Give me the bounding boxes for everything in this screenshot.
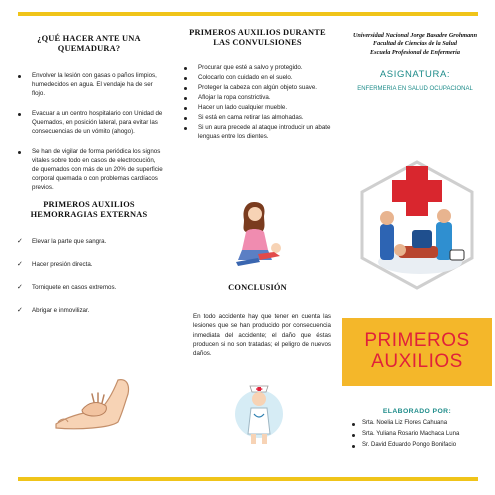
conclusion-title: CONCLUSIÓN bbox=[228, 283, 287, 292]
list-item: Procurar que esté a salvo y protegido. bbox=[180, 64, 335, 73]
conclusion-text: En todo accidente hay que tener en cuenta las lesiones que se han producido por consecuencia inmediata del accidente; el daño que éstas producen si no son tratadas; el peligro de nuevos daños. bbox=[193, 313, 331, 358]
list-item: Aflojar la ropa constrictiva. bbox=[180, 94, 335, 103]
subject-name: ENFERMERIA EN SALUD OCUPACIONAL bbox=[357, 86, 473, 93]
mother-child-illustration-icon bbox=[228, 196, 290, 268]
cover-header bbox=[340, 32, 490, 92]
authors-title: ELABORADO POR: bbox=[382, 408, 452, 415]
subject-label: ASIGNATURA: bbox=[379, 69, 451, 81]
main-title-line2: AUXILIOS bbox=[371, 351, 463, 372]
faculty-name: Facultad de Ciencias de la Salud bbox=[372, 40, 458, 48]
seizure-title: PRIMEROS AUXILIOS DURANTE LAS CONVULSIONES bbox=[189, 28, 326, 48]
list-item: Sr. David Eduardo Pongo Bonifacio bbox=[350, 442, 459, 448]
panel-burns-bleeding bbox=[14, 26, 164, 330]
authors-list bbox=[350, 420, 459, 453]
bleeding-title: PRIMEROS AUXILIOS HEMORRAGIAS EXTERNAS bbox=[30, 199, 148, 220]
list-item: Hacer un lado cualquier mueble. bbox=[180, 104, 335, 113]
list-item: Si está en cama retirar las almohadas. bbox=[180, 114, 335, 123]
seizure-list bbox=[180, 64, 335, 142]
burns-title: ¿QUÉ HACER ANTE UNA QUEMADURA? bbox=[37, 34, 141, 54]
list-item: ✓ Elevar la parte que sangra. bbox=[14, 238, 164, 245]
list-item: Srta. Yuliana Rosario Machaca Luna bbox=[350, 431, 459, 437]
list-item: Evacuar a un centro hospitalario con Unidad de Quemados, en posición lateral, para evitar las consecuencias de un vómito (ahogo). bbox=[14, 110, 164, 137]
panel-seizures-conclusion bbox=[180, 26, 335, 143]
list-item: ✓ Hacer presión directa. bbox=[14, 261, 164, 268]
first-aid-cross-illustration-icon bbox=[350, 150, 485, 300]
nurse-illustration-icon bbox=[234, 378, 284, 448]
burns-list bbox=[14, 72, 164, 193]
list-item: Proteger la cabeza con algún objeto suave. bbox=[180, 84, 335, 93]
list-item: Colocarlo con cuidado en el suelo. bbox=[180, 74, 335, 83]
school-name: Escuela Profesional de Enfermería bbox=[370, 48, 460, 56]
list-item: Se han de vigilar de forma periódica los signos vitales sobre todo en casos de electrocución, de quemados con más de un 20% de superficie corporal quemada o con problemas cardíacos previos. bbox=[14, 148, 164, 193]
list-item: Si un aura precede al ataque introducir un abate lenguas entre los dientes. bbox=[180, 124, 335, 142]
top-accent-bar bbox=[18, 12, 478, 16]
list-item: ✓ Torniquete en casos extremos. bbox=[14, 284, 164, 291]
main-title-line1: PRIMEROS bbox=[364, 330, 470, 352]
foot-illustration-icon bbox=[48, 372, 140, 434]
bleeding-list bbox=[14, 238, 164, 314]
list-item: Srta. Noelia Liz Flores Cahuana bbox=[350, 420, 459, 426]
university-name: Universidad Nacional Jorge Basadre Grohmann bbox=[352, 32, 478, 39]
list-item: ✓ Abrigar e inmovilizar. bbox=[14, 307, 164, 314]
bottom-accent-bar bbox=[18, 477, 478, 481]
main-title-box bbox=[342, 318, 492, 386]
list-item: Envolver la lesión con gasas o paños limpios, humedecidos en agua. El vendaje ha de ser flojo. bbox=[14, 72, 164, 99]
